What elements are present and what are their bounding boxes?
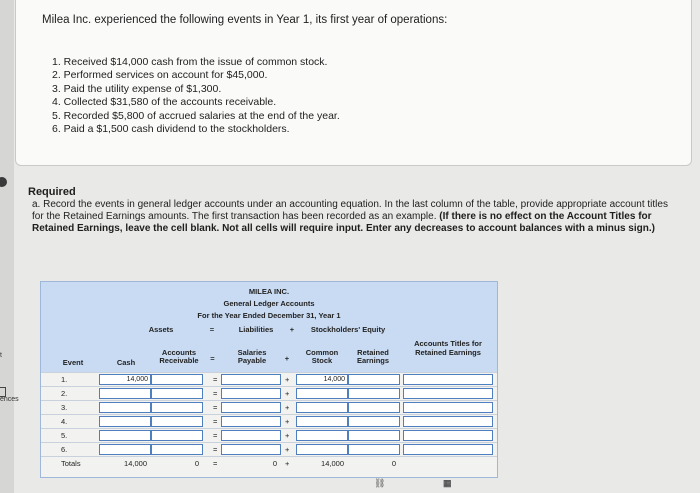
- plus-sign: +: [285, 459, 290, 468]
- cash-input[interactable]: [99, 388, 151, 399]
- cash-input[interactable]: [99, 402, 151, 413]
- cash-input[interactable]: [99, 430, 151, 441]
- table-title: General Ledger Accounts: [223, 299, 315, 308]
- plus-sign: +: [285, 403, 290, 412]
- total-cash: 14,000: [124, 459, 147, 468]
- col-event: Event: [62, 358, 84, 367]
- equals-sign: =: [210, 354, 215, 363]
- ar-input[interactable]: [151, 444, 203, 455]
- event-label: 5.: [61, 431, 68, 440]
- plus-sign: +: [284, 354, 290, 363]
- event-label: 3.: [61, 403, 68, 412]
- cash-input[interactable]: [99, 444, 151, 455]
- retained-input[interactable]: [348, 402, 400, 413]
- assets-header: Assets: [148, 325, 174, 334]
- salaries-input[interactable]: [221, 444, 281, 455]
- equals-sign: =: [213, 389, 218, 398]
- event-item: 5. Recorded $5,800 of accrued salaries at the end of the year.: [52, 109, 340, 122]
- salaries-input[interactable]: [221, 430, 281, 441]
- common-input[interactable]: [296, 416, 348, 427]
- col-salaries-payable: Salaries Payable: [237, 348, 267, 365]
- ar-input[interactable]: [151, 388, 203, 399]
- account-title-input[interactable]: [403, 444, 493, 455]
- equals-sign: =: [209, 325, 215, 334]
- plus-sign: +: [285, 445, 290, 454]
- equity-header: Stockholders' Equity: [310, 325, 386, 334]
- table-row: [41, 442, 497, 457]
- retained-input[interactable]: [348, 430, 400, 441]
- plus-sign: +: [285, 417, 290, 426]
- account-title-input[interactable]: [403, 402, 493, 413]
- salaries-input[interactable]: [221, 402, 281, 413]
- col-accounts-receivable: Accounts Receivable: [159, 348, 199, 365]
- common-input[interactable]: 14,000: [296, 374, 348, 385]
- equals-sign: =: [213, 417, 218, 426]
- sidebar-label-1: t: [0, 352, 2, 359]
- equals-sign: =: [213, 445, 218, 454]
- event-item: 1. Received $14,000 cash from the issue of common stock.: [52, 56, 328, 68]
- plus-sign: +: [285, 375, 290, 384]
- col-common-stock: Common Stock: [305, 348, 339, 365]
- plus-sign: +: [285, 431, 290, 440]
- event-label: 4.: [61, 417, 68, 426]
- retained-input[interactable]: [348, 416, 400, 427]
- cash-input[interactable]: [99, 416, 151, 427]
- equals-sign: =: [213, 403, 218, 412]
- account-title-input[interactable]: [403, 416, 493, 427]
- total-salaries: 0: [272, 459, 277, 468]
- event-label: 2.: [61, 389, 68, 398]
- retained-input[interactable]: [348, 444, 400, 455]
- common-input[interactable]: [296, 402, 348, 413]
- cash-input[interactable]: 14,000: [99, 374, 151, 385]
- common-input[interactable]: [296, 388, 348, 399]
- table-row: [41, 414, 497, 429]
- col-account-titles: Accounts Titles for Retained Earnings: [414, 339, 482, 357]
- grid-icon[interactable]: ▦: [443, 478, 452, 488]
- required-heading: Required: [28, 186, 76, 198]
- event-item: 3. Paid the utility expense of $1,300.: [52, 82, 222, 95]
- equals-sign: =: [213, 375, 218, 384]
- common-input[interactable]: [296, 444, 348, 455]
- ar-input[interactable]: [151, 416, 203, 427]
- col-retained-earnings: Retained Earnings: [356, 348, 390, 365]
- ar-input[interactable]: [151, 374, 203, 385]
- totals-label: Totals: [61, 459, 81, 468]
- plus-sign: +: [285, 389, 290, 398]
- instructions-text: a. Record the events in general ledger accounts under an accounting equation. In the last column of the table, provide appropriate account titles for the Retained Earnings amounts. The first transaction has been recorded as an example.: [32, 199, 668, 222]
- table-period: For the Year Ended December 31, Year 1: [197, 311, 341, 320]
- account-title-input[interactable]: [403, 430, 493, 441]
- ar-input[interactable]: [151, 402, 203, 413]
- ar-input[interactable]: [151, 430, 203, 441]
- instructions-bold-text: (If there is no effect on the Account Titles for Retained Earnings, leave the cell blank. Not all cells will require input. Enter any decreases to account balances with a minus sign.): [32, 211, 655, 234]
- retained-input[interactable]: [348, 374, 400, 385]
- common-input[interactable]: [296, 430, 348, 441]
- required-instructions: [32, 199, 677, 235]
- table-row: [41, 400, 497, 415]
- table-row: [41, 386, 497, 401]
- total-retained: 0: [391, 459, 396, 468]
- account-title-input[interactable]: [403, 388, 493, 399]
- event-list: [52, 56, 340, 136]
- link-icon[interactable]: ⛓: [374, 478, 386, 488]
- left-sidebar: [0, 0, 14, 493]
- equals-sign: =: [213, 431, 218, 440]
- table-row: [41, 372, 497, 387]
- total-common: 14,000: [321, 459, 344, 468]
- question-intro: Milea Inc. experienced the following events in Year 1, its first year of operations:: [42, 14, 448, 26]
- sidebar-label-references[interactable]: ences: [0, 396, 19, 403]
- event-item: 4. Collected $31,580 of the accounts receivable.: [52, 96, 277, 109]
- company-name: MILEA INC.: [248, 287, 290, 296]
- plus-sign: +: [289, 325, 295, 334]
- ledger-table: [40, 281, 498, 478]
- event-label: 6.: [61, 445, 68, 454]
- salaries-input[interactable]: [221, 388, 281, 399]
- col-cash: Cash: [116, 358, 136, 367]
- total-ar: 0: [194, 459, 199, 468]
- event-label: 1.: [61, 375, 68, 384]
- event-item: 6. Paid a $1,500 cash dividend to the stockholders.: [52, 123, 290, 136]
- salaries-input[interactable]: [221, 374, 281, 385]
- event-item: 2. Performed services on account for $45,000.: [52, 69, 268, 82]
- account-title-input[interactable]: [403, 374, 493, 385]
- totals-row: [41, 456, 497, 471]
- equals-sign: =: [213, 459, 218, 468]
- table-row: [41, 428, 497, 443]
- liabilities-header: Liabilities: [238, 325, 274, 334]
- salaries-input[interactable]: [221, 416, 281, 427]
- retained-input[interactable]: [348, 388, 400, 399]
